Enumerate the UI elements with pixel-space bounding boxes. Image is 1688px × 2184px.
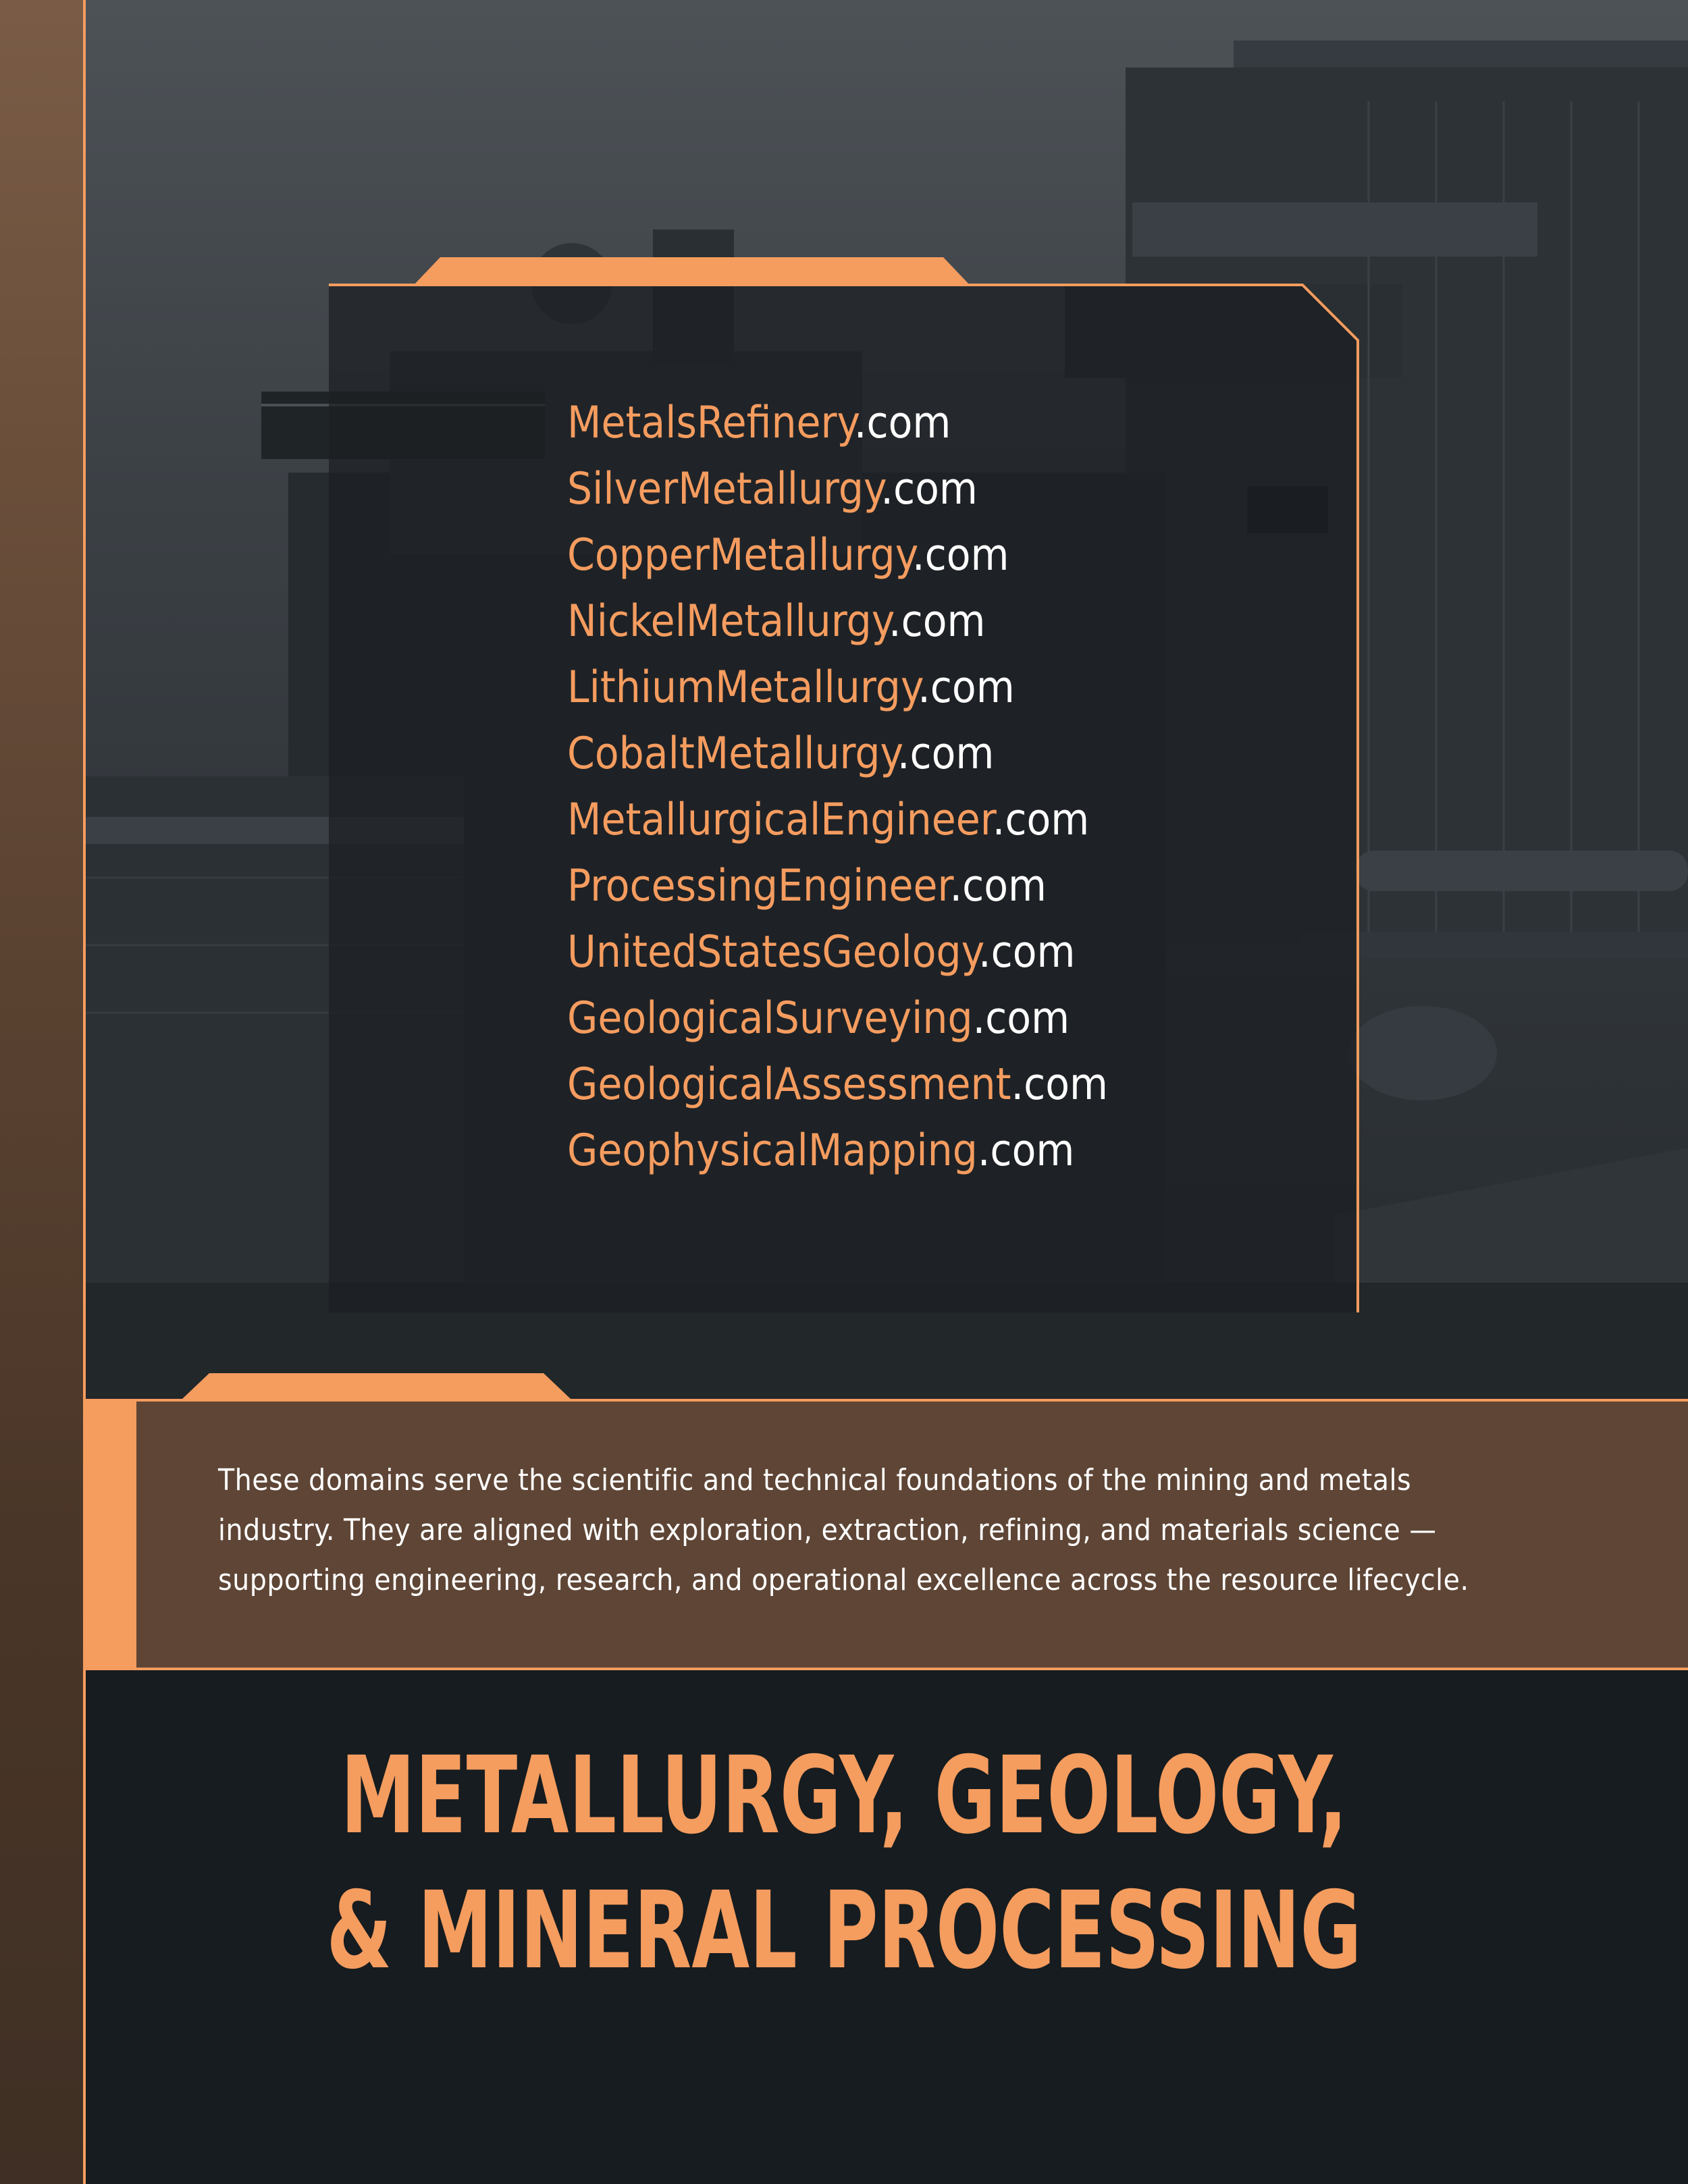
domain-item[interactable]: [567, 589, 1108, 655]
domain-tld: .com: [972, 993, 1070, 1044]
domain-name: CobaltMetallurgy: [567, 728, 897, 779]
domain-tld: .com: [912, 530, 1009, 581]
description-line: These domains serve the scientific and technical foundations of the mining and metals: [218, 1463, 1412, 1497]
description-line: supporting engineering, research, and operational excellence across the resource lifecycle.: [218, 1563, 1469, 1597]
domain-name: SilverMetallurgy: [567, 464, 881, 514]
domain-item[interactable]: [567, 655, 1108, 721]
domain-name: GeologicalSurveying: [567, 993, 973, 1044]
domain-name: NickelMetallurgy: [567, 596, 889, 647]
domain-tld: .com: [977, 1125, 1075, 1176]
domain-tld: .com: [949, 861, 1047, 911]
domain-item[interactable]: [567, 523, 1108, 589]
domain-item[interactable]: [567, 1118, 1108, 1184]
domain-tld: .com: [889, 596, 986, 647]
title-line-2: & MINERAL PROCESSING: [326, 1869, 1362, 1993]
domain-item[interactable]: [567, 1052, 1108, 1118]
domain-tld: .com: [897, 728, 995, 779]
domain-item[interactable]: [567, 390, 1108, 456]
domain-item[interactable]: [567, 920, 1108, 986]
description-band: [86, 1399, 1688, 1670]
domain-name: GeophysicalMapping: [567, 1125, 978, 1176]
domain-name: GeologicalAssessment: [567, 1059, 1011, 1110]
left-brown-strip: [0, 0, 83, 2184]
domain-name: UnitedStatesGeology: [567, 927, 978, 978]
domain-name: CopperMetallurgy: [567, 530, 913, 581]
description-line: industry. They are aligned with exploration, extraction, refining, and materials science —: [218, 1513, 1437, 1547]
description-text: [218, 1456, 1541, 1605]
domain-item[interactable]: [567, 986, 1108, 1052]
domain-item[interactable]: [567, 721, 1108, 787]
domain-tld: .com: [853, 398, 951, 448]
domain-name: LithiumMetallurgy: [567, 662, 918, 713]
domain-panel-tab: [413, 257, 970, 286]
description-accent-bar: [86, 1402, 136, 1668]
domain-tld: .com: [978, 927, 1076, 978]
domain-name: MetalsRefinery: [567, 398, 854, 448]
domain-item[interactable]: [567, 853, 1108, 920]
page-title: [186, 1728, 1502, 1998]
domain-tld: .com: [918, 662, 1015, 713]
title-line-1: METALLURGY, GEOLOGY,: [340, 1734, 1348, 1858]
domain-tld: .com: [1011, 1059, 1108, 1110]
domain-name: ProcessingEngineer: [567, 861, 950, 911]
domain-item[interactable]: [567, 456, 1108, 523]
domain-item[interactable]: [567, 787, 1108, 853]
domain-list: [567, 390, 1108, 1184]
domain-tld: .com: [992, 795, 1090, 845]
description-tab: [182, 1373, 571, 1399]
domain-tld: .com: [880, 464, 978, 514]
domain-name: MetallurgicalEngineer: [567, 795, 993, 845]
